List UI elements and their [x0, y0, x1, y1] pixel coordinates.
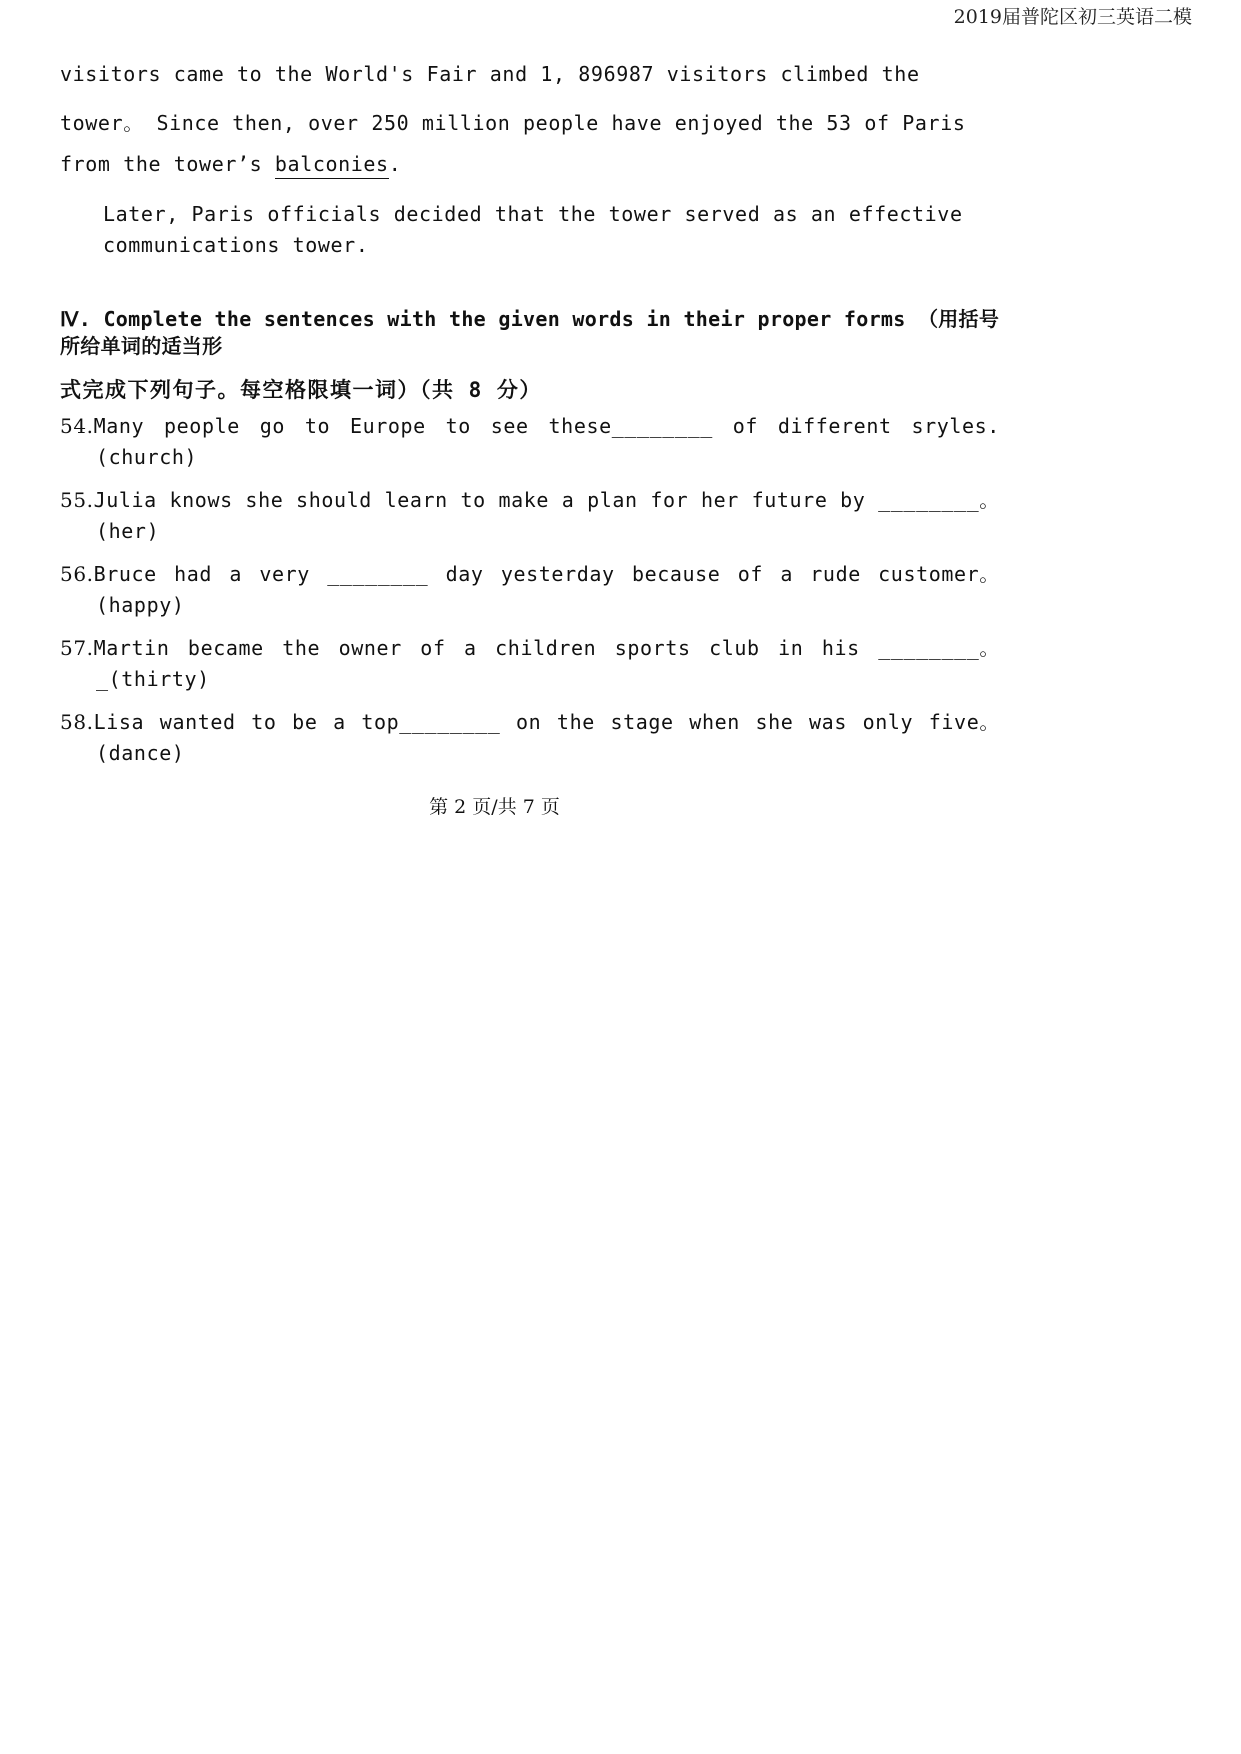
section-title-continued: 式完成下列句子。每空格限填一词）（共 8 分）: [60, 378, 542, 402]
question-word: 54.Many: [60, 414, 145, 438]
question-number: 56.: [60, 562, 94, 586]
question-word: a: [333, 710, 346, 734]
question-hint: (dance): [96, 741, 185, 765]
question-item: [60, 633, 1000, 695]
question-word: to: [304, 414, 331, 438]
question-word: because: [631, 562, 721, 586]
question-word: a: [229, 562, 243, 586]
question-word: 56.Bruce: [60, 562, 157, 586]
question-word: only: [862, 710, 914, 734]
question-word: her: [700, 488, 739, 512]
question-word: sports: [614, 636, 691, 660]
question-number: 55.: [60, 488, 94, 512]
question-word: top________: [361, 710, 501, 734]
page-footer: 第 2 页/共 7 页: [429, 796, 560, 818]
question-word: see: [490, 414, 529, 438]
question-word: to: [445, 414, 471, 438]
question-sentence: [60, 485, 1000, 516]
question-number: 57.: [60, 636, 94, 660]
question-word: make: [498, 488, 550, 512]
question-word: children: [495, 636, 597, 660]
question-word: day: [445, 562, 484, 586]
question-word: rude: [810, 562, 861, 586]
passage-line-3-end: .: [388, 152, 402, 176]
passage-line-2: tower。 Since then, over 250 million people have enjoyed the 53 of Paris: [60, 111, 966, 135]
question-word: five。: [928, 710, 1000, 734]
question-word: knows: [169, 488, 233, 512]
question-hint: (church): [96, 445, 198, 469]
question-word: a: [561, 488, 575, 512]
question-word: she: [245, 488, 284, 512]
passage-line-3-start: from the tower’s: [60, 152, 275, 176]
question-word: a: [780, 562, 793, 586]
question-word: club: [709, 636, 760, 660]
question-word: very: [259, 562, 310, 586]
question-word: learn: [384, 488, 448, 512]
question-word: ________。: [878, 636, 1000, 660]
question-word: these________: [548, 414, 713, 438]
underlined-word: balconies: [275, 152, 389, 179]
question-word: stage: [610, 710, 674, 734]
question-word: to: [251, 710, 277, 734]
question-word: go: [259, 414, 285, 438]
question-word: his: [821, 636, 860, 660]
passage-line-3: [60, 152, 960, 176]
question-word: to: [460, 488, 486, 512]
question-word: people: [164, 414, 240, 438]
question-word: different: [777, 414, 892, 438]
question-word: 57.Martin: [60, 636, 170, 660]
question-word: Europe: [349, 414, 426, 438]
question-hint: _(thirty): [96, 667, 210, 691]
question-item: [60, 411, 1000, 473]
indented-paragraph: Later, Paris officials decided that the tower served as an effective communications tower.: [103, 202, 963, 257]
question-word: of: [420, 636, 446, 660]
question-word: yesterday: [500, 562, 615, 586]
question-sentence: [60, 411, 1000, 442]
question-word: customer。: [878, 562, 1000, 586]
question-number: 54.: [60, 414, 94, 438]
question-word: when: [689, 710, 740, 734]
question-word: future: [751, 488, 828, 512]
question-number: 58.: [60, 710, 94, 734]
question-word: for: [650, 488, 689, 512]
question-word: 55.Julia: [60, 488, 157, 512]
question-word: the: [282, 636, 321, 660]
question-word: the: [556, 710, 595, 734]
question-word: became: [187, 636, 264, 660]
question-item: [60, 559, 1000, 621]
page-header: 2019届普陀区初三英语二模: [953, 6, 1192, 28]
question-word: of: [732, 414, 758, 438]
question-word: ________: [327, 562, 429, 586]
question-word: should: [296, 488, 372, 512]
question-word: a: [464, 636, 477, 660]
question-word: wanted: [159, 710, 236, 734]
question-word: ________。: [878, 488, 1000, 512]
question-word: by: [840, 488, 866, 512]
question-word: 58.Lisa: [60, 710, 145, 734]
question-word: sryles.: [911, 414, 1000, 438]
question-hint: (happy): [96, 593, 185, 617]
question-sentence: [60, 559, 1000, 590]
question-hint: (her): [96, 519, 160, 543]
question-word: had: [174, 562, 213, 586]
question-word: plan: [587, 488, 638, 512]
passage-line-1: visitors came to the World's Fair and 1, 896987 visitors climbed the: [60, 62, 920, 86]
question-word: of: [737, 562, 764, 586]
question-word: in: [778, 636, 804, 660]
question-item: [60, 707, 1000, 769]
question-word: she: [755, 710, 794, 734]
question-word: be: [292, 710, 318, 734]
question-word: on: [516, 710, 542, 734]
question-sentence: [60, 707, 1000, 738]
question-word: owner: [338, 636, 402, 660]
question-sentence: [60, 633, 1000, 664]
section-title: Ⅳ. Complete the sentences with the given words in their proper forms （用括号所给单词的适当形: [60, 307, 1000, 358]
question-word: was: [809, 710, 847, 734]
question-item: [60, 485, 1000, 547]
